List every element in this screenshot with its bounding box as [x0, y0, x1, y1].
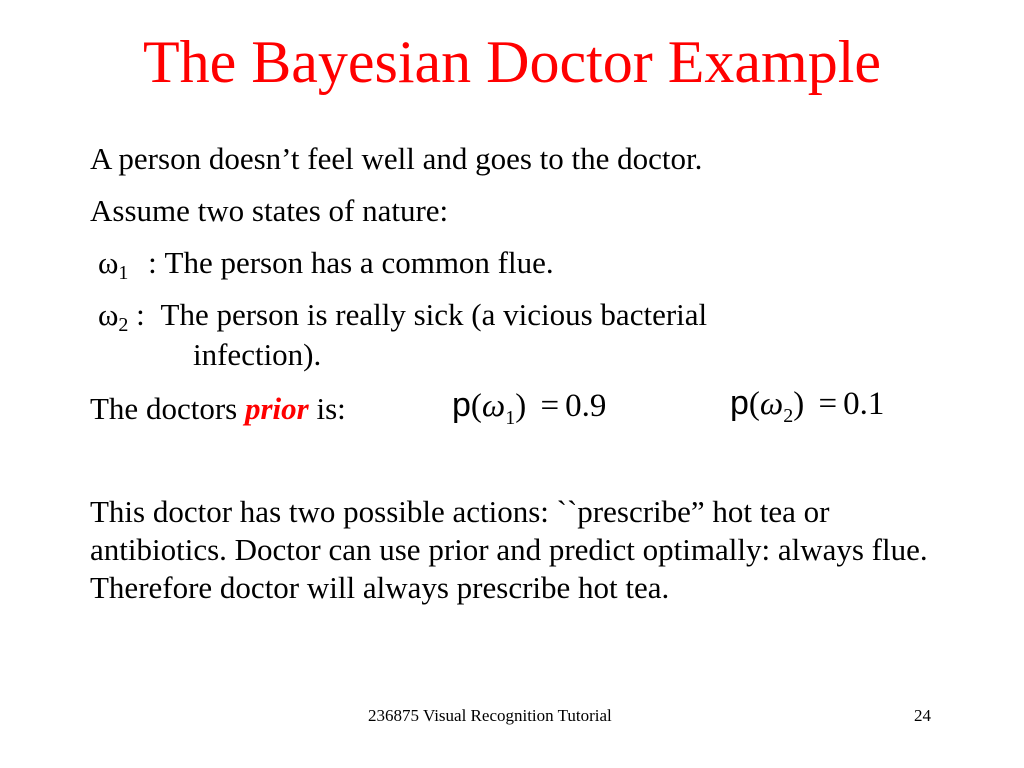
prior-formula-omega2: [730, 384, 885, 427]
formula2-equals: =: [818, 386, 838, 422]
omega2-continuation: infection).: [193, 337, 322, 372]
prior-formula-omega1: [452, 386, 607, 429]
prior-suffix: is:: [316, 391, 346, 426]
states-line: Assume two states of nature:: [90, 193, 449, 228]
omega2-subscript: 2: [118, 314, 129, 336]
omega1-description: : The person has a common flue.: [148, 245, 554, 280]
footer-page-number: 24: [914, 706, 931, 725]
omega2-colon: :: [136, 297, 145, 332]
formula2-open: (: [748, 386, 760, 422]
omega2-line: [98, 296, 708, 336]
omega2-description: The person is really sick (a vicious bacterial: [160, 297, 708, 332]
formula1-open: (: [470, 388, 482, 424]
omega1-subscript: 1: [118, 262, 129, 284]
actions-paragraph: This doctor has two possible actions: ``prescribe” hot tea or antibiotics. Doctor can use prior and predict optimally: always flue. Therefore doctor will always prescribe hot tea.: [90, 494, 928, 605]
formula1-subscript: 1: [505, 407, 516, 429]
formula2-value: 0.1: [843, 386, 885, 422]
omega2-symbol: ω: [98, 297, 119, 332]
footer-course: 236875 Visual Recognition Tutorial: [368, 706, 612, 725]
prior-prefix: The doctors: [90, 391, 238, 426]
prior-line: [90, 390, 346, 427]
formula1-close: ): [515, 388, 527, 424]
omega1-line: [98, 244, 554, 284]
prior-word: prior: [244, 391, 309, 426]
formula1-equals: =: [540, 388, 560, 424]
formula1-value: 0.9: [565, 388, 607, 424]
formula2-p: p: [730, 384, 749, 422]
formula2-subscript: 2: [783, 405, 794, 427]
formula1-omega: ω: [481, 388, 506, 424]
formula2-omega: ω: [759, 386, 784, 422]
formula2-close: ): [793, 386, 805, 422]
formula1-p: p: [452, 386, 471, 424]
omega1-symbol: ω: [98, 245, 119, 280]
intro-line: A person doesn’t feel well and goes to the doctor.: [90, 141, 703, 176]
slide-title: The Bayesian Doctor Example: [142, 29, 882, 95]
